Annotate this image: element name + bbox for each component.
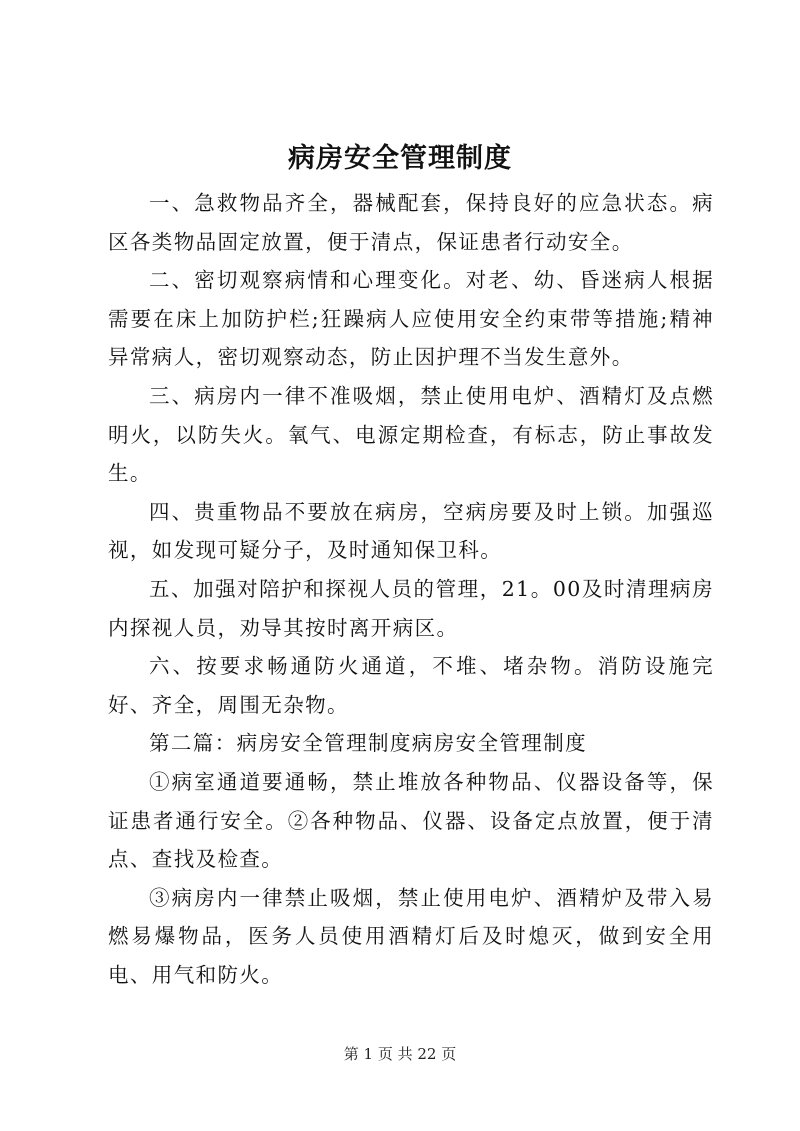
paragraph-4: 四、贵重物品不要放在病房，空病房要及时上锁。加强巡视，如发现可疑分子，及时通知保卫科。 — [108, 499, 714, 563]
paragraph-5: 五、加强对陪护和探视人员的管理，21。00及时清理病房内探视人员，劝导其按时离开病区。 — [108, 576, 714, 640]
section-heading-part-two: 第二篇：病房安全管理制度病房安全管理制度 — [149, 731, 587, 756]
document-body — [108, 184, 714, 994]
paragraph-7: ①病室通道要通畅，禁止堆放各种物品、仪器设备等，保证患者通行安全。②各种物品、仪器、设备定点放置，便于清点、查找及检查。 — [108, 769, 714, 872]
page-footer — [0, 1043, 800, 1064]
paragraph-2: 二、密切观察病情和心理变化。对老、幼、昏迷病人根据需要在床上加防护栏;狂躁病人应使用安全约束带等措施;精神异常病人，密切观察动态，防止因护理不当发生意外。 — [108, 268, 714, 370]
paragraph-6: 六、按要求畅通防火通道，不堆、堵杂物。消防设施完好、齐全，周围无杂物。 — [108, 654, 714, 717]
paragraph-3: 三、病房内一律不准吸烟，禁止使用电炉、酒精灯及点燃明火，以防失火。氧气、电源定期检查，有标志，防止事故发生。 — [108, 383, 714, 486]
document-title: 病房安全管理制度 — [288, 143, 512, 174]
page-number-label: 第 1 页 共 22 页 — [343, 1045, 457, 1063]
paragraph-8: ③病房内一律禁止吸烟，禁止使用电炉、酒精炉及带入易燃易爆物品，医务人员使用酒精灯后及时熄灭，做到安全用电、用气和防火。 — [108, 885, 714, 987]
paragraph-1: 一、急救物品齐全，器械配套，保持良好的应急状态。病区各类物品固定放置，便于清点，保证患者行动安全。 — [108, 191, 714, 254]
